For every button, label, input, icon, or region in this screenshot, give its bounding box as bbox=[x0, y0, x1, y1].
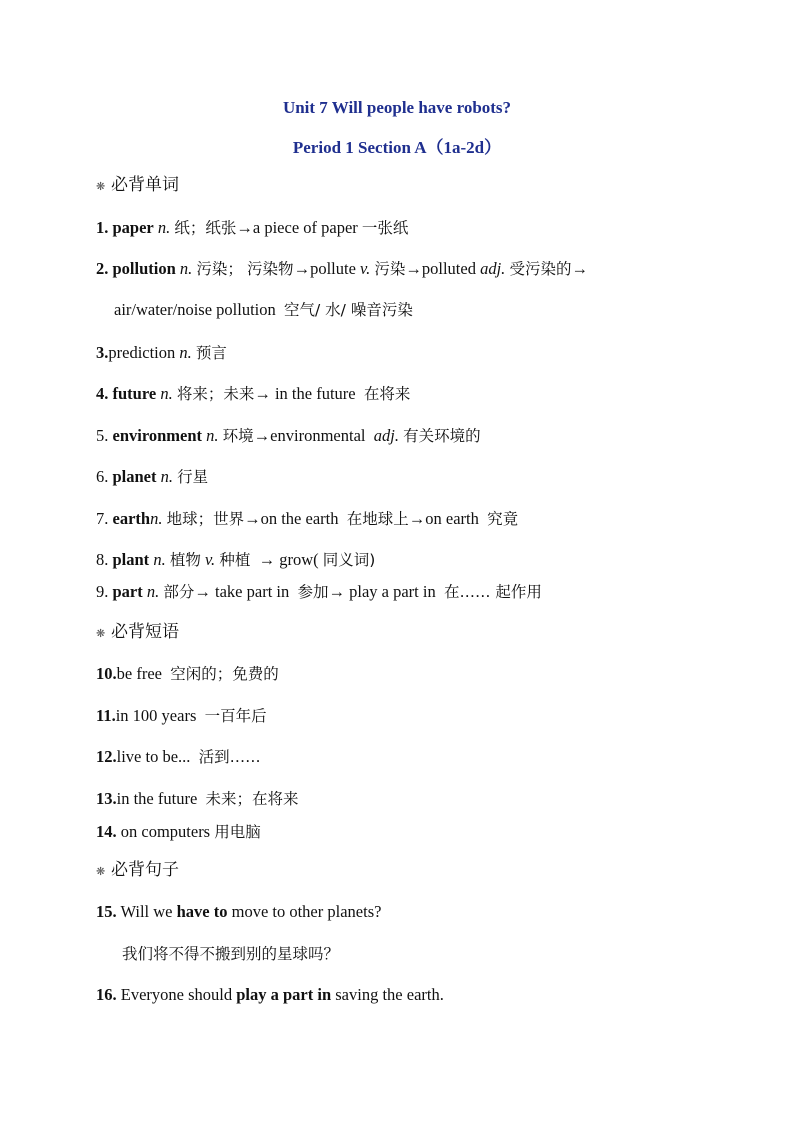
item-number: 11. bbox=[96, 706, 116, 725]
phrase: be free bbox=[116, 664, 162, 683]
section-heading-text: 必背句子 bbox=[111, 860, 179, 880]
vocab-word: earth bbox=[112, 509, 151, 528]
part-of-speech: n. bbox=[153, 550, 166, 569]
vocab-item-7 bbox=[96, 507, 518, 529]
derivative: →polluted bbox=[405, 259, 476, 278]
derivative: →environmental bbox=[253, 426, 366, 445]
translation: 地球；世界 bbox=[166, 510, 245, 528]
flower-bullet-icon: ❋ bbox=[96, 180, 106, 193]
item-number: 3. bbox=[96, 343, 109, 362]
part-of-speech: v. bbox=[360, 259, 371, 278]
vocab-item-6 bbox=[96, 465, 208, 487]
derivative: →a piece of paper bbox=[236, 218, 358, 237]
sentence-item-16 bbox=[96, 985, 444, 1005]
section-heading-words bbox=[96, 170, 179, 195]
vocab-item-2 bbox=[96, 257, 588, 279]
item-number: 1. bbox=[96, 218, 109, 237]
vocab-item-8 bbox=[96, 548, 375, 570]
translation: 同义词) bbox=[322, 551, 376, 569]
vocab-word: pollution bbox=[112, 259, 176, 278]
part-of-speech: n. bbox=[146, 582, 160, 601]
section-heading-text: 必背短语 bbox=[111, 622, 179, 642]
translation: 受污染的 bbox=[509, 260, 572, 278]
translation: 污染物 bbox=[247, 260, 294, 278]
part-of-speech: n. bbox=[206, 426, 219, 445]
key-phrase: have to bbox=[176, 902, 228, 921]
sentence-text: move to other planets? bbox=[231, 902, 382, 921]
translation: 植物 bbox=[169, 551, 201, 569]
phrase-item-14 bbox=[96, 820, 261, 842]
flower-bullet-icon: ❋ bbox=[96, 627, 106, 640]
sentence-item-15 bbox=[96, 902, 381, 922]
vocab-word: future bbox=[112, 384, 157, 403]
translation: 环境 bbox=[222, 427, 254, 445]
phrase: live to be... bbox=[116, 747, 191, 766]
page-subtitle: Period 1 Section A（1a-2d） bbox=[292, 138, 502, 157]
section-heading-phrases bbox=[96, 617, 179, 642]
arrow: → bbox=[571, 259, 588, 278]
part-of-speech: adj. bbox=[480, 259, 506, 278]
translation: 空闲的；免费的 bbox=[170, 665, 279, 683]
section-heading-text: 必背单词 bbox=[111, 175, 179, 195]
derivative: → play a part in bbox=[328, 582, 436, 601]
part-of-speech: n. bbox=[160, 384, 173, 403]
translation: 有关环境的 bbox=[403, 427, 481, 445]
sentence-text: Everyone should bbox=[120, 985, 233, 1004]
translation: 未来；在将来 bbox=[205, 790, 299, 808]
item-number: 6. bbox=[96, 467, 109, 486]
phrase-item-11 bbox=[96, 704, 267, 726]
part-of-speech: n. bbox=[179, 259, 193, 278]
vocab-word: paper bbox=[112, 218, 154, 237]
translation: 在…… 起作用 bbox=[443, 583, 542, 601]
sentence-text: Will we bbox=[120, 902, 173, 921]
vocab-item-2-continued bbox=[114, 298, 413, 320]
derivative: → grow( bbox=[258, 550, 319, 569]
derivative: air/water/noise pollution bbox=[114, 300, 276, 319]
part-of-speech: n. bbox=[179, 343, 192, 362]
key-phrase: play a part in bbox=[236, 985, 332, 1004]
flower-bullet-icon: ❋ bbox=[96, 865, 106, 878]
translation: 究竟 bbox=[487, 510, 519, 528]
sentence-item-15-translation bbox=[122, 942, 339, 964]
translation: 用电脑 bbox=[214, 823, 261, 841]
translation: 空气/ 水/ 噪音污染 bbox=[284, 301, 413, 319]
translation: 纸；纸张 bbox=[174, 219, 237, 237]
part-of-speech: n. bbox=[150, 509, 163, 528]
phrase: on computers bbox=[120, 822, 211, 841]
translation: 在地球上 bbox=[346, 510, 409, 528]
item-number: 2. bbox=[96, 259, 109, 278]
vocab-item-5 bbox=[96, 424, 481, 446]
translation: 我们将不得不搬到别的星球吗？ bbox=[122, 945, 340, 963]
translation: 将来；未来 bbox=[176, 385, 255, 403]
part-of-speech: n. bbox=[160, 467, 174, 486]
phrase-item-13 bbox=[96, 787, 299, 809]
translation: 预言 bbox=[195, 344, 227, 362]
item-number: 4. bbox=[96, 384, 109, 403]
part-of-speech: v. bbox=[204, 550, 216, 569]
translation: 污染 bbox=[374, 260, 406, 278]
phrase-item-10 bbox=[96, 662, 279, 684]
translation: 行星 bbox=[177, 468, 209, 486]
vocab-word: planet bbox=[112, 467, 157, 486]
phrase: in the future bbox=[116, 789, 198, 808]
page-title: Unit 7 Will people have robots? bbox=[282, 98, 512, 117]
vocab-item-3 bbox=[96, 341, 227, 363]
item-number: 12. bbox=[96, 747, 117, 766]
item-number: 15. bbox=[96, 902, 117, 921]
part-of-speech: n. bbox=[157, 218, 171, 237]
vocab-word: plant bbox=[112, 550, 150, 569]
item-number: 16. bbox=[96, 985, 117, 1004]
item-number: 9. bbox=[96, 582, 109, 601]
translation: 污染； bbox=[196, 260, 243, 278]
derivative: →pollute bbox=[293, 259, 356, 278]
section-heading-sentences bbox=[96, 855, 179, 880]
vocab-word: prediction bbox=[108, 343, 176, 362]
vocab-word: environment bbox=[112, 426, 203, 445]
translation: 活到…… bbox=[198, 748, 261, 766]
translation: 一百年后 bbox=[204, 707, 267, 725]
derivative: → in the future bbox=[254, 384, 356, 403]
vocab-item-4 bbox=[96, 382, 410, 404]
vocab-item-9 bbox=[96, 580, 542, 602]
item-number: 10. bbox=[96, 664, 117, 683]
item-number: 14. bbox=[96, 822, 117, 841]
item-number: 13. bbox=[96, 789, 117, 808]
derivative: →on the earth bbox=[244, 509, 339, 528]
item-number: 5. bbox=[96, 426, 109, 445]
translation: 在将来 bbox=[363, 385, 411, 403]
vocab-item-1 bbox=[96, 216, 408, 238]
translation: 一张纸 bbox=[361, 219, 409, 237]
part-of-speech: adj. bbox=[373, 426, 399, 445]
translation: 部分 bbox=[163, 583, 195, 601]
item-number: 7. bbox=[96, 509, 109, 528]
derivative: → take part in bbox=[194, 582, 290, 601]
translation: 参加 bbox=[297, 583, 329, 601]
phrase-item-12 bbox=[96, 745, 261, 767]
vocab-word: part bbox=[112, 582, 143, 601]
derivative: →on earth bbox=[408, 509, 479, 528]
phrase: in 100 years bbox=[115, 706, 197, 725]
item-number: 8. bbox=[96, 550, 109, 569]
sentence-text: saving the earth. bbox=[335, 985, 444, 1004]
translation: 种植 bbox=[219, 551, 251, 569]
